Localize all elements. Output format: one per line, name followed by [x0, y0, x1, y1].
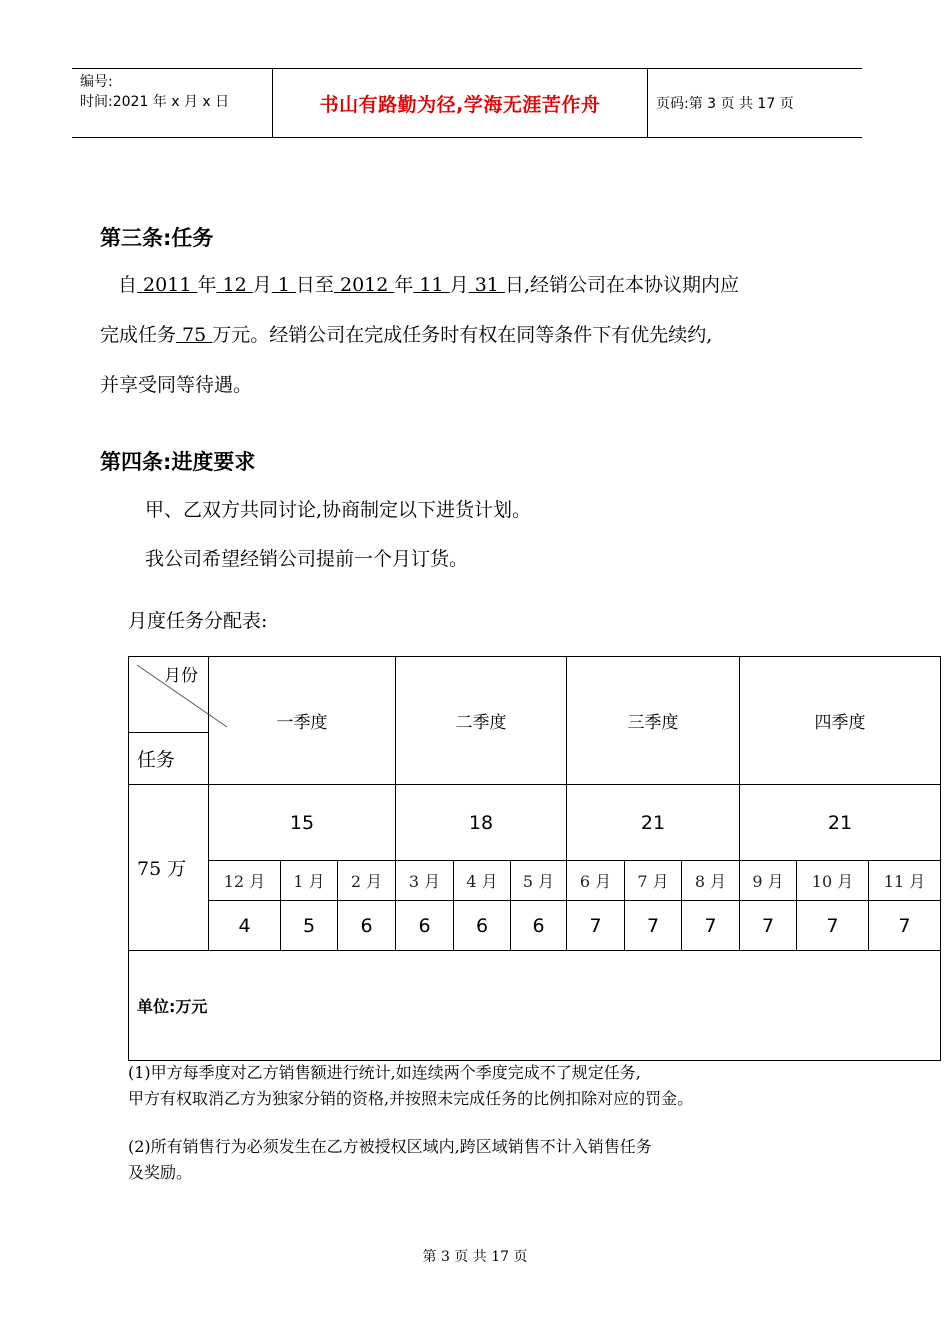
header-meta [72, 69, 273, 137]
quarter-header-q4: 四季度 [740, 657, 941, 785]
page-footer: 第 3 页 共 17 页 [422, 1249, 528, 1265]
note-2-line1: (2)所有销售行为必须发生在乙方被授权区域内,跨区域销售不计入销售任务 [128, 1137, 652, 1156]
month-header: 3 月 [396, 861, 454, 901]
text-segment: 完成任务 [100, 324, 177, 346]
total-task-cell: 75 万 [129, 785, 209, 951]
quarter-value-q2: 18 [396, 785, 567, 861]
month-header: 4 月 [454, 861, 511, 901]
month-value: 7 [869, 901, 941, 951]
month-value: 7 [567, 901, 625, 951]
month-value: 7 [625, 901, 682, 951]
month-header: 11 月 [869, 861, 941, 901]
quarter-value-q3: 21 [567, 785, 740, 861]
month-header: 2 月 [338, 861, 396, 901]
text-segment: 日至 [295, 274, 334, 296]
month-value: 6 [396, 901, 454, 951]
month-header: 9 月 [740, 861, 797, 901]
start-year: 2011 [137, 274, 198, 296]
article4-paragraph1: 甲、乙双方共同讨论,协商制定以下进货计划。 [145, 499, 532, 521]
quarter-value-q1: 15 [209, 785, 396, 861]
month-header: 8 月 [682, 861, 740, 901]
quarter-header-q1: 一季度 [209, 657, 396, 785]
month-header: 12 月 [209, 861, 281, 901]
quarter-header-q2: 二季度 [396, 657, 567, 785]
header-motto: 书山有路勤为径,学海无涯苦作舟 [319, 93, 601, 116]
article3-line2 [100, 320, 712, 347]
monthly-task-table [128, 656, 941, 1061]
text-segment: 年 [197, 274, 217, 296]
month-header: 5 月 [511, 861, 567, 901]
month-header: 1 月 [281, 861, 338, 901]
article3-heading: 第三条:任务 [100, 226, 214, 250]
end-month: 11 [413, 274, 450, 296]
article4-paragraph2: 我公司希望经销公司提前一个月订货。 [145, 548, 469, 570]
text-segment: 年 [394, 274, 414, 296]
table-title: 月度任务分配表: [128, 610, 268, 632]
header-page-info: 页码:第 3 页 共 17 页 [656, 96, 794, 112]
month-value: 6 [338, 901, 396, 951]
header-page-cell [648, 69, 862, 137]
end-day: 31 [468, 274, 505, 296]
quarter-value-q4: 21 [740, 785, 941, 861]
corner-header-cell [129, 657, 209, 733]
month-value: 6 [511, 901, 567, 951]
text-segment: 日,经销公司在本协议期内应 [504, 274, 739, 296]
month-value: 7 [740, 901, 797, 951]
month-header: 7 月 [625, 861, 682, 901]
start-month: 12 [216, 274, 253, 296]
text-segment: 自 [118, 274, 138, 296]
start-day: 1 [271, 274, 296, 296]
text-segment: 月 [252, 274, 272, 296]
text-segment: 月 [449, 274, 469, 296]
quarter-header-q3: 三季度 [567, 657, 740, 785]
month-header: 6 月 [567, 861, 625, 901]
month-header: 10 月 [797, 861, 869, 901]
page-header [72, 68, 862, 138]
month-value: 6 [454, 901, 511, 951]
article3-line3: 并享受同等待遇。 [100, 374, 253, 396]
month-value: 4 [209, 901, 281, 951]
article4-heading: 第四条:进度要求 [100, 450, 256, 474]
note-2-line2: 及奖励。 [128, 1163, 193, 1182]
document-number-label: 编号: [80, 74, 113, 90]
end-year: 2012 [333, 274, 395, 296]
header-motto-cell [273, 69, 648, 137]
note-1-line2: 甲方有权取消乙方为独家分销的资格,并按照未完成任务的比例扣除对应的罚金。 [128, 1089, 694, 1108]
month-value: 5 [281, 901, 338, 951]
document-date-label: 时间:2021 年 x 月 x 日 [80, 94, 230, 110]
month-value: 7 [682, 901, 740, 951]
unit-note: 单位:万元 [129, 951, 941, 1061]
article3-line1 [118, 270, 739, 297]
task-amount: 75 [176, 324, 213, 346]
task-axis-label: 任务 [129, 733, 209, 785]
month-axis-label: 月份 [164, 666, 198, 686]
text-segment: 万元。经销公司在完成任务时有权在同等条件下有优先续约, [212, 324, 713, 346]
note-1-line1: (1)甲方每季度对乙方销售额进行统计,如连续两个季度完成不了规定任务, [128, 1063, 641, 1082]
month-value: 7 [797, 901, 869, 951]
